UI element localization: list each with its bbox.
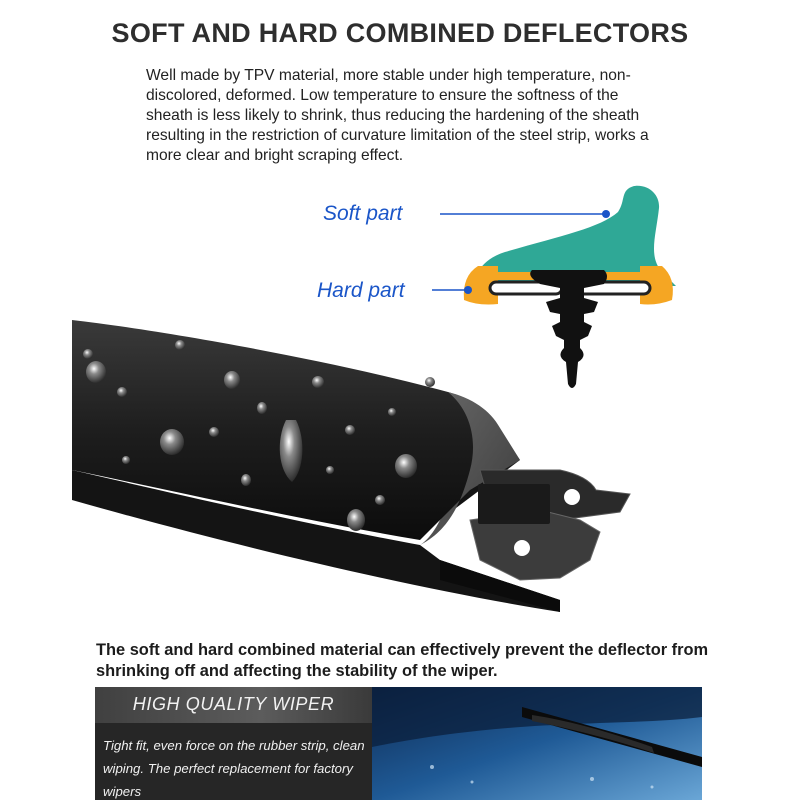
banner-heading-bar bbox=[95, 687, 372, 723]
quality-banner bbox=[95, 687, 372, 800]
page-title: SOFT AND HARD COMBINED DEFLECTORS bbox=[111, 18, 689, 48]
intro-paragraph: Well made by TPV material, more stable under high temperature, non-discolored, deformed. Low temperature to ensure the softness of the sheath is less likely to shrink, thus reducing the hardening of the sheath resulting in the restriction of curvature limitation of the steel strip, works a more clear and bright scraping effect. bbox=[146, 67, 649, 164]
caption-paragraph: The soft and hard combined material can effectively prevent the deflector from shrinking off and affecting the stability of the wiper. bbox=[96, 641, 709, 680]
windshield-wiper-photo bbox=[372, 687, 702, 800]
banner-description: Tight fit, even force on the rubber strip, clean wiping. The perfect replacement for factory wipers bbox=[103, 738, 365, 799]
banner-title: HIGH QUALITY WIPER bbox=[132, 694, 335, 714]
soft-part-label: Soft part bbox=[323, 202, 403, 225]
hard-part-label: Hard part bbox=[317, 279, 405, 302]
